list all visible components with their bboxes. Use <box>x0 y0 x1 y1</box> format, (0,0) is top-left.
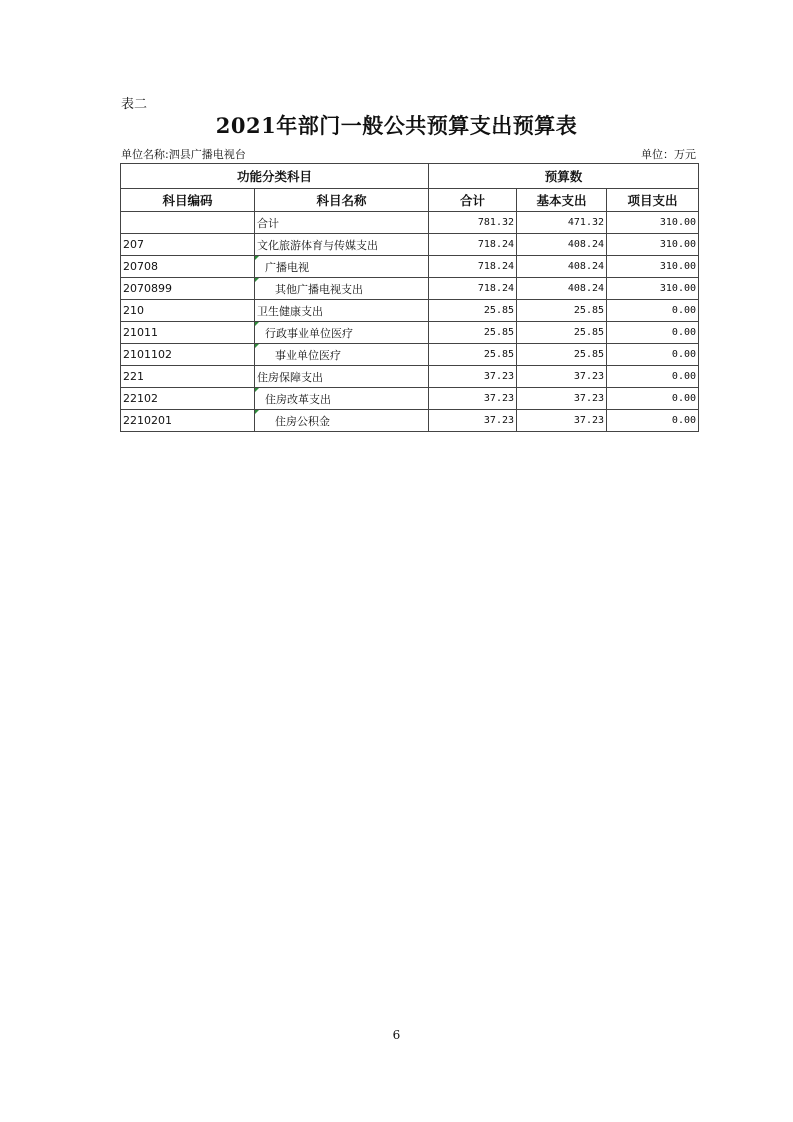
cell-project: 0.00 <box>607 300 699 322</box>
currency-unit-label: 单位：万元 <box>641 148 696 161</box>
cell-code: 2101102 <box>121 344 255 366</box>
cell-project: 310.00 <box>607 256 699 278</box>
header-functional-category: 功能分类科目 <box>121 164 429 189</box>
cell-project: 0.00 <box>607 366 699 388</box>
budget-table <box>120 163 699 432</box>
cell-project: 0.00 <box>607 344 699 366</box>
cell-marker <box>255 278 259 282</box>
cell-project: 310.00 <box>607 278 699 300</box>
cell-project: 0.00 <box>607 322 699 344</box>
cell-project: 0.00 <box>607 410 699 432</box>
page-title: 2021年部门一般公共预算支出预算表 <box>215 113 578 138</box>
cell-marker <box>255 410 259 414</box>
cell-basic: 471.32 <box>517 212 607 234</box>
cell-total: 718.24 <box>429 278 517 300</box>
table-row <box>121 344 699 366</box>
cell-marker <box>255 322 259 326</box>
header-code: 科目编码 <box>121 189 255 212</box>
header-total: 合计 <box>429 189 517 212</box>
cell-name: 住房保障支出 <box>255 366 429 388</box>
cell-name <box>255 410 429 432</box>
table-row <box>121 300 699 322</box>
cell-basic: 37.23 <box>517 388 607 410</box>
header-basic: 基本支出 <box>517 189 607 212</box>
cell-basic: 408.24 <box>517 234 607 256</box>
cell-code: 21011 <box>121 322 255 344</box>
table-row <box>121 410 699 432</box>
table-row <box>121 278 699 300</box>
cell-basic: 408.24 <box>517 278 607 300</box>
table-row <box>121 366 699 388</box>
cell-code: 210 <box>121 300 255 322</box>
cell-name <box>255 322 429 344</box>
cell-code: 221 <box>121 366 255 388</box>
cell-code <box>121 212 255 234</box>
cell-total: 37.23 <box>429 388 517 410</box>
cell-code: 2070899 <box>121 278 255 300</box>
cell-total: 25.85 <box>429 344 517 366</box>
cell-name: 卫生健康支出 <box>255 300 429 322</box>
header-project: 项目支出 <box>607 189 699 212</box>
cell-total: 718.24 <box>429 234 517 256</box>
cell-project: 310.00 <box>607 212 699 234</box>
cell-total: 25.85 <box>429 300 517 322</box>
cell-name-text: 住房公积金 <box>275 414 330 428</box>
table-row <box>121 322 699 344</box>
cell-marker <box>255 388 259 392</box>
cell-name <box>255 344 429 366</box>
cell-total: 37.23 <box>429 410 517 432</box>
cell-name-text: 行政事业单位医疗 <box>265 326 353 340</box>
cell-name <box>255 388 429 410</box>
header-name: 科目名称 <box>255 189 429 212</box>
unit-name-label: 单位名称:泗县广播电视台 <box>121 148 246 161</box>
cell-basic: 25.85 <box>517 300 607 322</box>
header-budget-amount: 预算数 <box>429 164 699 189</box>
cell-name-text: 其他广播电视支出 <box>275 282 363 296</box>
cell-name <box>255 256 429 278</box>
cell-name: 合计 <box>255 212 429 234</box>
cell-name-text: 住房改革支出 <box>265 392 331 406</box>
cell-name-text: 事业单位医疗 <box>275 348 341 362</box>
table-row <box>121 234 699 256</box>
cell-basic: 25.85 <box>517 322 607 344</box>
cell-basic: 37.23 <box>517 366 607 388</box>
cell-basic: 408.24 <box>517 256 607 278</box>
table-row <box>121 256 699 278</box>
cell-marker <box>255 344 259 348</box>
cell-code: 2210201 <box>121 410 255 432</box>
cell-basic: 25.85 <box>517 344 607 366</box>
cell-code: 22102 <box>121 388 255 410</box>
cell-marker <box>255 256 259 260</box>
cell-basic: 37.23 <box>517 410 607 432</box>
cell-total: 25.85 <box>429 322 517 344</box>
table-row <box>121 388 699 410</box>
cell-name-text: 广播电视 <box>265 260 309 274</box>
cell-project: 310.00 <box>607 234 699 256</box>
cell-name <box>255 278 429 300</box>
cell-total: 781.32 <box>429 212 517 234</box>
cell-total: 718.24 <box>429 256 517 278</box>
cell-project: 0.00 <box>607 388 699 410</box>
cell-code: 20708 <box>121 256 255 278</box>
cell-name: 文化旅游体育与传媒支出 <box>255 234 429 256</box>
cell-code: 207 <box>121 234 255 256</box>
table-row <box>121 212 699 234</box>
cell-total: 37.23 <box>429 366 517 388</box>
page-number: 6 <box>392 1028 401 1042</box>
table-tag: 表二 <box>121 97 148 112</box>
